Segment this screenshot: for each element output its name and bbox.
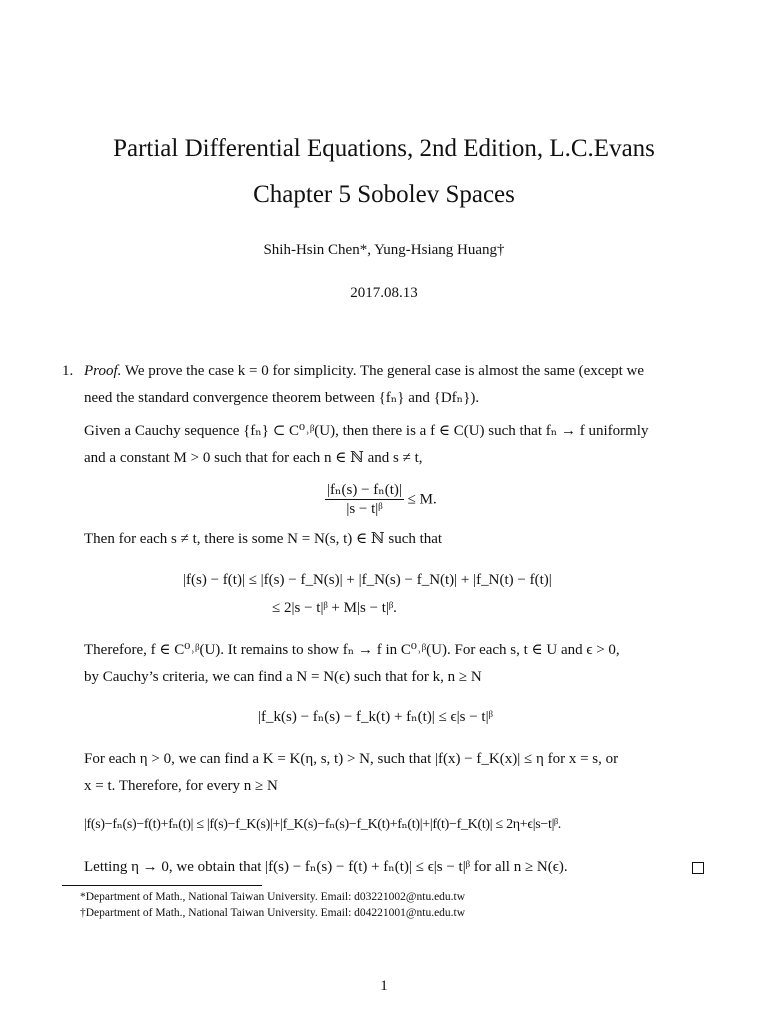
page-number: 1 <box>380 978 388 994</box>
footnote-2: †Department of Math., National Taiwan University. Email: d04221001@ntu.edu.tw <box>80 907 466 919</box>
proof-line-8: For each η > 0, we can find a K = K(η, s, t) > N, such that |f(x) − f_K(x)| ≤ η for x = s, or <box>84 751 619 767</box>
title-line-1: Partial Differential Equations, 2nd Edition, L.C.Evans <box>113 135 655 162</box>
fraction-inequality <box>325 481 437 518</box>
proof-line-5: Then for each s ≠ t, there is some N = N(s, t) ∈ ℕ such that <box>84 531 443 547</box>
title-line-2: Chapter 5 Sobolev Spaces <box>253 181 515 208</box>
fraction-rhs: ≤ M. <box>407 491 437 508</box>
proof-label: Proof. <box>84 363 122 379</box>
proof-line-10: Letting η → 0, we obtain that |f(s) − fₙ(s) − f(t) + fₙ(t)| ≤ ϵ|s − t|ᵝ for all n ≥ N(ϵ). <box>84 859 568 875</box>
authors: Shih-Hsin Chen*, Yung-Hsiang Huang† <box>263 242 505 258</box>
equation-line-3: |f_k(s) − fₙ(s) − f_k(t) + fₙ(t)| ≤ ϵ|s − t|ᵝ <box>258 709 493 725</box>
proof-line-1 <box>84 362 644 380</box>
fraction-numerator: |fₙ(s) − fₙ(t)| <box>327 482 402 498</box>
footnote-1: *Department of Math., National Taiwan University. Email: d03221002@ntu.edu.tw <box>80 891 466 903</box>
date: 2017.08.13 <box>350 285 418 301</box>
fraction-denominator: |s − t|ᵝ <box>346 501 383 517</box>
proof-line-4: and a constant M > 0 such that for each n ∈ ℕ and s ≠ t, <box>84 450 423 466</box>
proof-line-7: by Cauchy’s criteria, we can find a N = N(ϵ) such that for k, n ≥ N <box>84 669 482 685</box>
equation-line-4: |f(s)−fₙ(s)−f(t)+fₙ(t)| ≤ |f(s)−f_K(s)|+|f_K(s)−fₙ(s)−f_K(t)+fₙ(t)|+|f(t)−f_K(t)| ≤ 2η+ϵ|s−t|ᵝ. <box>84 817 561 832</box>
proof-line-6: Therefore, f ∈ C⁰˒ᵝ(U). It remains to show fₙ → f in C⁰˒ᵝ(U). For each s, t ∈ U and ϵ > 0, <box>84 642 620 658</box>
footnote-rule <box>62 885 262 886</box>
proof-line-9: x = t. Therefore, for every n ≥ N <box>84 778 278 794</box>
item-number: 1. <box>62 363 74 379</box>
equation-line-1: |f(s) − f(t)| ≤ |f(s) − f_N(s)| + |f_N(s) − f_N(t)| + |f_N(t) − f(t)| <box>183 572 552 588</box>
qed-box-icon <box>692 862 704 874</box>
proof-line-2: need the standard convergence theorem between {fₙ} and {Dfₙ}). <box>84 390 480 406</box>
equation-line-2: ≤ 2|s − t|ᵝ + M|s − t|ᵝ. <box>272 600 397 616</box>
text: We prove the case k = 0 for simplicity. The general case is almost the same (except we <box>124 363 645 379</box>
proof-line-3: Given a Cauchy sequence {fₙ} ⊂ C⁰˒ᵝ(U), then there is a f ∈ C(U) such that fₙ → f uniformly <box>84 423 649 439</box>
